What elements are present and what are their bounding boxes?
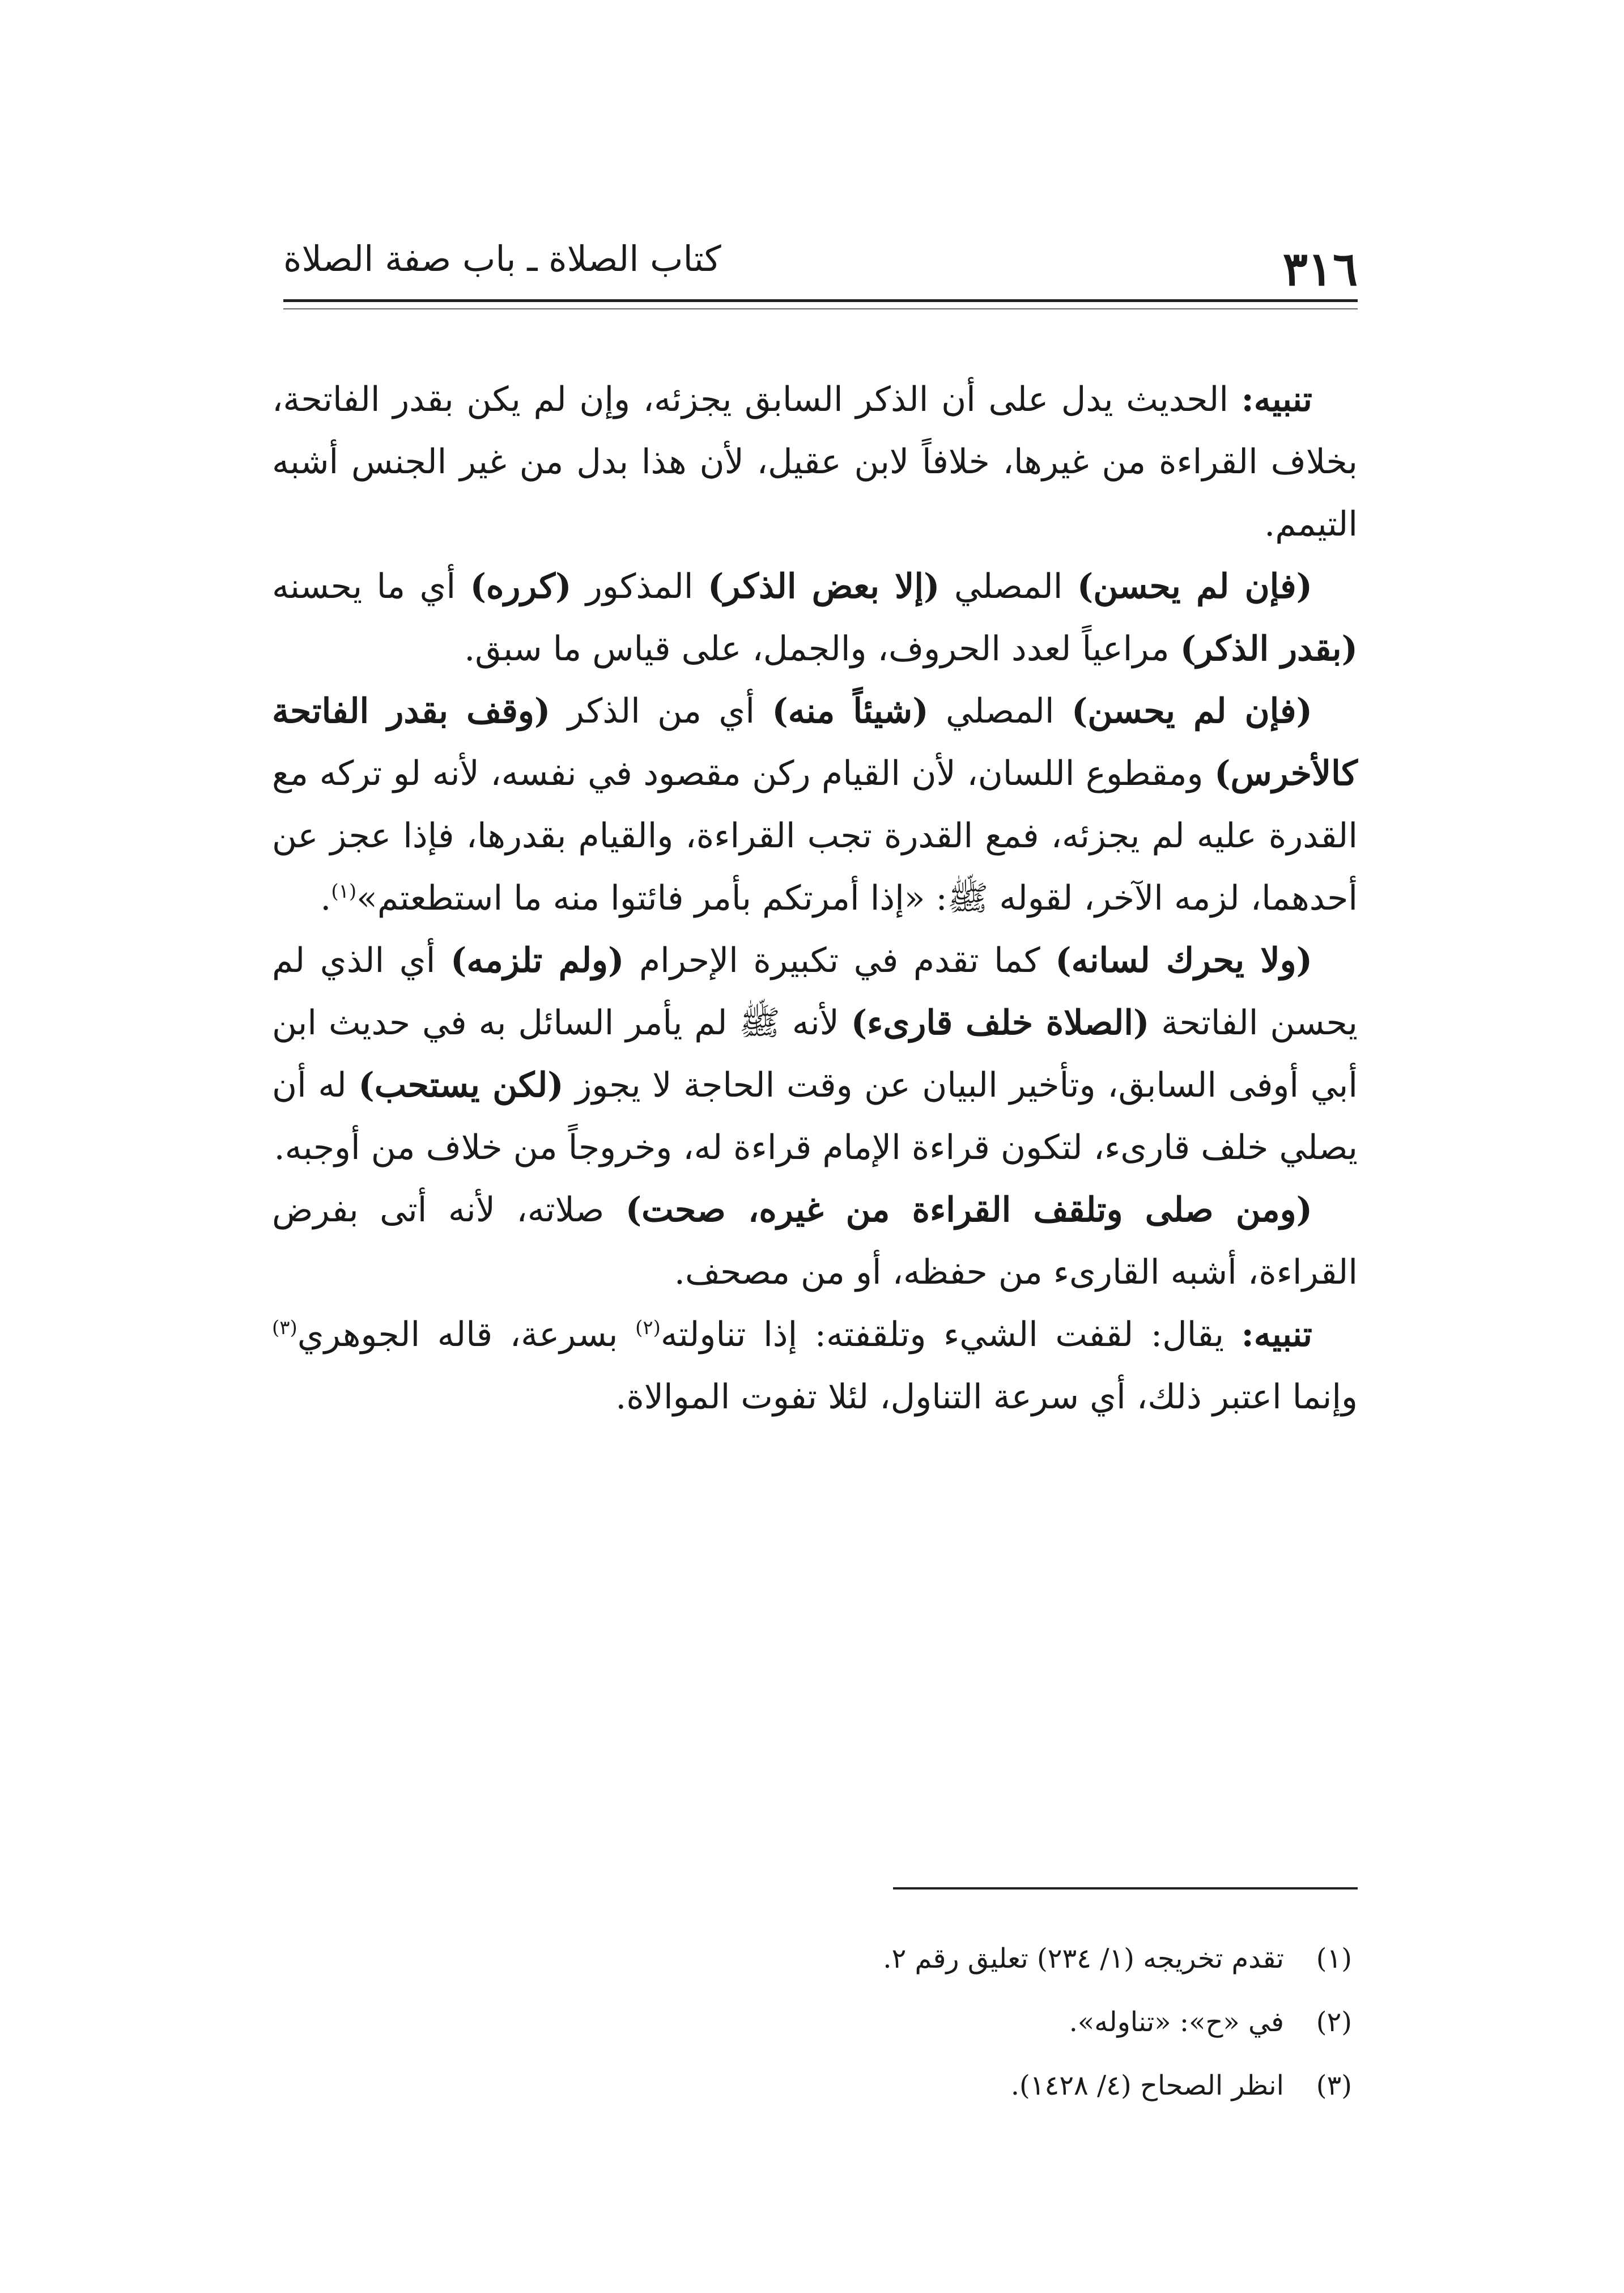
footnote-text: تقدم تخريجه (١/ ٢٣٤) تعليق رقم ٢. [883,1943,1284,1974]
footnote-text: انظر الصحاح (٤/ ١٤٢٨). [1010,2070,1284,2101]
footnote-number: (٢) [1316,2006,1352,2038]
footnote-ref: (١) [331,880,357,903]
paragraph-5 [272,1179,1358,1303]
sharh-text: أي الذي لم يحسن الفاتحة [272,941,1358,1043]
paragraph-3 [272,680,1358,929]
paragraph-2 [272,555,1358,680]
matn-phrase: (ومن صلى وتلقف القراءة من غيره، صحت) [625,1190,1312,1230]
matn-phrase: (كرره) [470,567,572,606]
matn-phrase: (إلا بعض الذكر) [708,567,940,606]
paragraph-note-2 [272,1303,1358,1428]
sharh-text: أي من الذكر [550,691,772,731]
footnote-number: (٣) [1316,2070,1352,2101]
sharh-text: صلاته، لأنه أتى بفرض القراءة، أشبه القارىء من حفظه، أو من مصحف. [272,1190,1358,1292]
matn-phrase: (شيئاً منه) [772,691,929,731]
footnote-number: (١) [1316,1943,1352,1974]
sharh-text: المصلي [939,567,1077,606]
sharh-text: له أن يصلي خلف قارىء، لتكون قراءة الإمام قراءة له، وخروجاً من خلاف من أوجبه. [272,1065,1358,1167]
note-label: تنبيه: [1241,1315,1312,1354]
footnote [272,1990,1352,2054]
paragraph-4 [272,929,1358,1179]
sharh-text: . [320,878,331,918]
footnote [272,2054,1352,2117]
matn-phrase: (ولا يحرك لسانه) [1055,941,1312,980]
paragraph-note-1 [272,368,1358,555]
paragraph-text: وإنما اعتبر ذلك، أي سرعة التناول، لئلا تفوت الموالاة. [615,1377,1358,1417]
footnote [272,1927,1352,1990]
matn-phrase: (لكن يستحب) [358,1065,564,1105]
footnotes [272,1927,1352,2117]
footnote-ref: (٣) [272,1317,297,1339]
sharh-text: ومقطوع اللسان، لأن القيام ركن مقصود في نفسه، لأنه لو تركه مع القدرة عليه لم يجزئه، فمع القدرة تجب القراءة، والقيام بقدرها، فإذا عجز عن أحدهما، لزمه الآخر، لقوله ﷺ: «إذا أمرتكم بأمر فائتوا منه ما استطعتم» [272,754,1358,918]
header-rule-thin [283,308,1358,309]
sharh-text: المصلي [928,691,1072,731]
page-header [283,238,1358,300]
footnote-text: في «ح»: «تناوله». [1069,2006,1284,2038]
note-label: تنبيه: [1241,380,1312,419]
matn-phrase: (بقدر الذكر) [1180,629,1358,669]
matn-phrase: (فإن لم يحسن) [1071,691,1313,731]
footnote-ref: (٢) [635,1317,661,1339]
matn-phrase: (وقف بقدر الفاتحة كالأخرس) [272,691,1358,793]
matn-phrase: (ولم تلزمه) [450,941,624,980]
sharh-text: المذكور [571,567,708,606]
sharh-text: أي ما يحسنه [272,567,470,606]
page-number: ٣١٦ [1282,242,1358,296]
header-rule [283,299,1358,302]
sharh-text: كما تقدم في تكبيرة الإحرام [624,941,1056,980]
sharh-text: مراعياً لعدد الحروف، والجمل، على قياس ما سبق. [464,629,1180,669]
running-title: كتاب الصلاة ـ باب صفة الصلاة [283,238,721,279]
paragraph-text: يقال: لقفت الشيء وتلقفته: إذا تناولته [660,1315,1242,1354]
paragraph-text: بسرعة، قاله الجوهري [297,1315,636,1354]
main-text [272,368,1358,1428]
paragraph-text: الحديث يدل على أن الذكر السابق يجزئه، وإن لم يكن بقدر الفاتحة، بخلاف القراءة من غيرها، خلافاً لابن عقيل، لأن هذا بدل من غير الجنس أشبه التيمم. [272,380,1358,544]
footnote-separator [893,1887,1358,1889]
matn-phrase: (الصلاة خلف قارىء) [851,1003,1150,1043]
sharh-text: لأنه ﷺ لم يأمر السائل به في حديث ابن أبي أوفى السابق، وتأخير البيان عن وقت الحاجة لا يجوز [272,1003,1358,1105]
matn-phrase: (فإن لم يحسن) [1077,567,1313,606]
